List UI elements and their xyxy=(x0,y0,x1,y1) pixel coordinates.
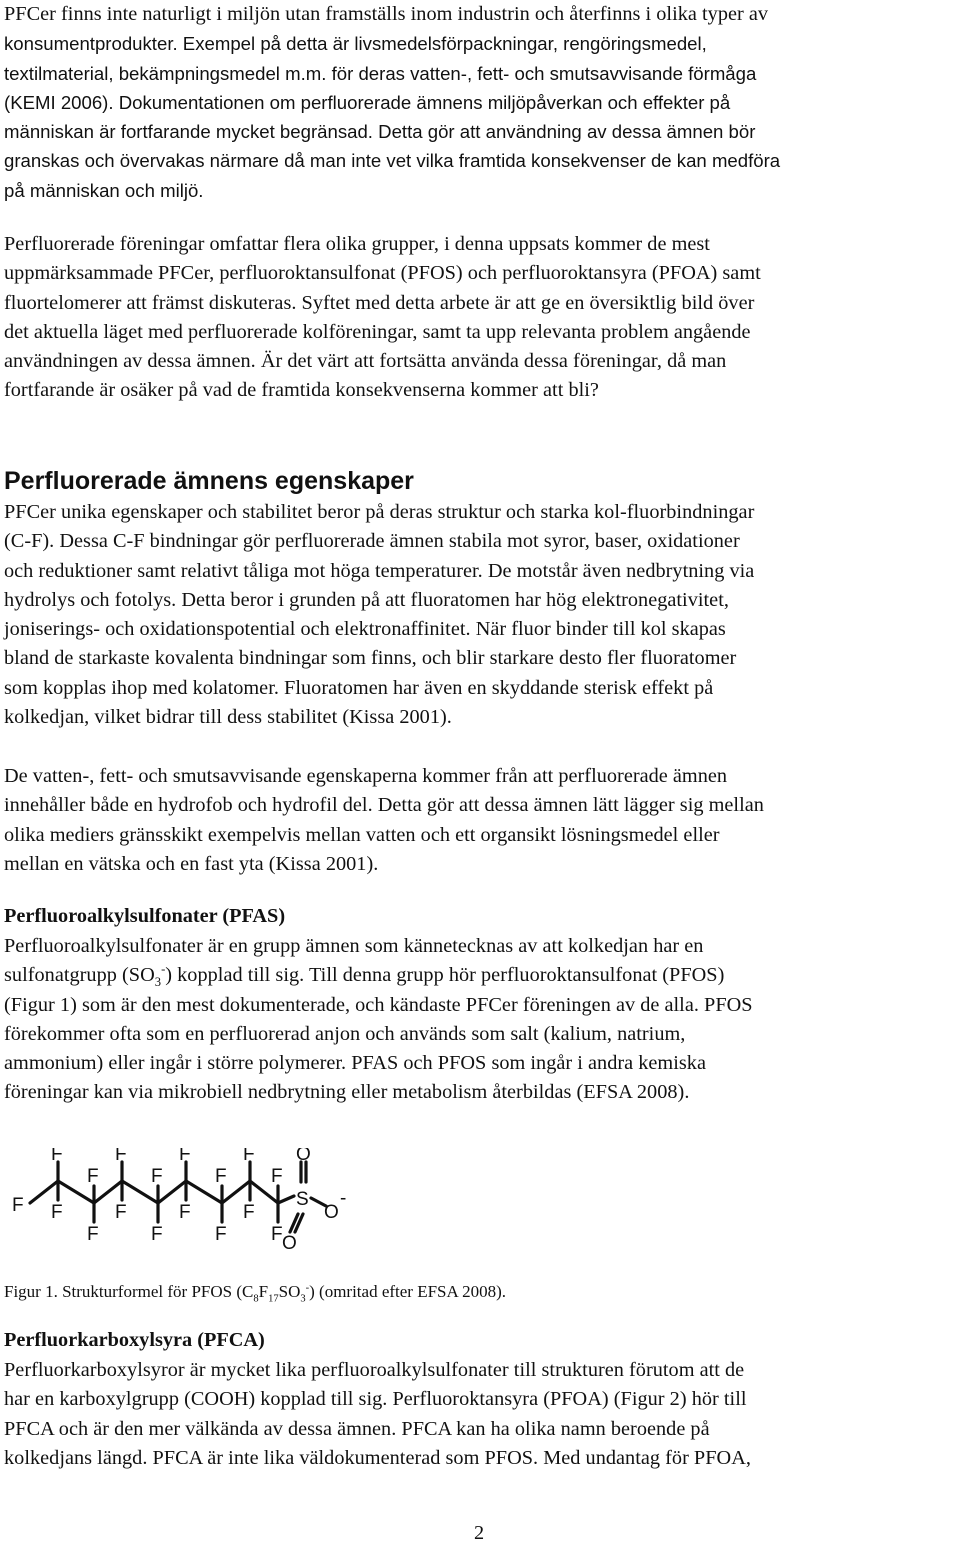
text-line: användningen av dessa ämnen. Är det värt att fortsätta använda dessa föreningar, då man xyxy=(4,350,727,373)
text-line: innehåller både en hydrofob och hydrofil del. Detta gör att dessa ämnen lätt lägger sig mellan xyxy=(4,794,764,817)
fluorine-atom: F xyxy=(151,1166,163,1187)
fluorine-atom: F xyxy=(271,1224,283,1245)
text-line: som kopplas ihop med kolatomer. Fluoratomen har även en skyddande sterisk effekt på xyxy=(4,676,714,699)
fluorine-atom: F xyxy=(151,1224,163,1245)
negative-charge: - xyxy=(340,1188,347,1209)
text-line: fluortelomerer att främst diskuteras. Syftet med detta arbete är att ge en översiktlig bild över xyxy=(4,291,755,314)
text-line: joniserings- och oxidationspotential och elektronaffinitet. När fluor binder till kol skapas xyxy=(4,618,726,641)
fluorine-atom: F xyxy=(271,1166,283,1187)
text-line: Perfluoroalkylsulfonater är en grupp ämnen som kännetecknas av att kolkedjan har en xyxy=(4,935,704,957)
fluorine-atom: F xyxy=(215,1224,227,1245)
fluorine-atom: F xyxy=(243,1202,255,1223)
text-line: konsumentprodukter. Exempel på detta är livsmedelsförpackningar, rengöringsmedel, xyxy=(4,33,707,55)
fluorine-atom: F xyxy=(51,1202,63,1223)
paragraph-scope xyxy=(4,230,956,406)
figure-caption: Figur 1. Strukturformel för PFOS $(C_8F_{17}SO_3^-)$ (omritad efter EFSA 2008). xyxy=(4,1282,507,1305)
text-line: PFCer unika egenskaper och stabilitet beror på deras struktur och starka kol-fluorbindningar xyxy=(4,501,755,523)
text-line: har en karboxylgrupp (COOH) kopplad till sig. Perfluoroktansyra (PFOA) (Figur 2) hör till xyxy=(4,1388,747,1411)
oxygen-atom: O xyxy=(324,1202,339,1223)
fluorine-atom: F xyxy=(12,1195,24,1216)
fluorine-atom: F xyxy=(243,1148,255,1165)
text-line: kolkedjans längd. PFCA är inte lika väldokumenterad som PFOS. Med undantag för PFOA, xyxy=(4,1446,751,1469)
text-line: fortfarande är osäker på vad de framtida konsekvenserna kommer att bli? xyxy=(4,379,599,402)
oxygen-atom: O xyxy=(282,1233,297,1254)
fluorine-atom: F xyxy=(51,1148,63,1165)
section-heading: Perfluorerade ämnens egenskaper xyxy=(4,467,414,495)
paragraph-pfas xyxy=(4,932,956,1108)
text-line: kolkedjan, vilket bidrar till dess stabilitet (Kissa 2001). xyxy=(4,706,452,729)
text-line: (KEMI 2006). Dokumentationen om perfluorerade ämnens miljöpåverkan och effekter på xyxy=(4,91,731,113)
fluorine-atom: F xyxy=(215,1166,227,1187)
text-line: textilmaterial, bekämpningsmedel m.m. för deras vatten-, fett- och smutsavvisande förmåga xyxy=(4,62,757,84)
text-line: uppmärksammade PFCer, perfluoroktansulfonat (PFOS) och perfluoroktansyra (PFOA) samt xyxy=(4,262,761,285)
text-line: olika mediers gränsskikt exempelvis mellan vatten och ett organsikt lösningsmedel eller xyxy=(4,823,720,846)
text-line: granskas och övervakas närmare då man inte vet vilka framtida konsekvenser de kan medföra xyxy=(4,150,781,172)
text-line: det aktuella läget med perfluorerade kolföreningar, samt ta upp relevanta problem angående xyxy=(4,320,751,343)
text-line-with-formula: sulfonatgrupp $(SO_3^-)$ kopplad till sig. Till denna grupp hör perfluoroktansulfonat (PFOS) xyxy=(4,962,725,990)
page-number: 2 xyxy=(474,1522,485,1544)
fluorine-atom: F xyxy=(179,1202,191,1223)
text-line: förekommer ofta som en perfluorerad anjon och används som salt (kalium, natrium, xyxy=(4,1022,686,1045)
text-line: hydrolys och fotolys. Detta beror i grunden på att fluoratomen har hög elektronegativitet, xyxy=(4,588,729,611)
fluorine-atom: F xyxy=(115,1202,127,1223)
intro-paragraph xyxy=(4,0,956,205)
text-line: PFCA och är den mer välkända av dessa ämnen. PFCA kan ha olika namn beroende på xyxy=(4,1417,710,1440)
text-line: bland de starkaste kovalenta bindningar som finns, och blir starkare desto fler fluoratomer xyxy=(4,647,737,670)
pfca-heading: Perfluorkarboxylsyra (PFCA) xyxy=(4,1329,265,1351)
text-line: PFCer finns inte naturligt i miljön utan framställs inom industrin och återfinns i olika typer av xyxy=(4,3,769,25)
pfas-heading: Perfluoroalkylsulfonater (PFAS) xyxy=(4,905,286,927)
text-line: Perfluorkarboxylsyror är mycket lika perfluoroalkylsulfonater till strukturen förutom att de xyxy=(4,1359,745,1381)
paragraph-properties xyxy=(4,498,956,732)
oxygen-atom: O xyxy=(296,1148,311,1165)
text-line: på människan och miljö. xyxy=(4,179,204,201)
text-line: (Figur 1) som är den mest dokumenterade, och kändaste PFCer föreningen av de alla. PFOS xyxy=(4,993,753,1016)
text-line: föreningar kan via mikrobiell nedbrytning eller metabolism återbildas (EFSA 2008). xyxy=(4,1081,690,1104)
text-line: De vatten-, fett- och smutsavvisande egenskaperna kommer från att perfluorerade ämnen xyxy=(4,765,728,787)
fluorine-atom: F xyxy=(179,1148,191,1165)
fluorine-atom: F xyxy=(87,1166,99,1187)
pfos-structure-figure xyxy=(8,1148,348,1256)
text-line: Perfluorerade föreningar omfattar flera olika grupper, i denna uppsats kommer de mest xyxy=(4,233,710,255)
text-line: och reduktioner samt relativt tåliga mot höga temperaturer. De motstår även nedbrytning via xyxy=(4,559,755,582)
sulfur-atom: S xyxy=(296,1189,309,1210)
text-line: (C-F). Dessa C-F bindningar gör perfluorerade ämnen stabila mot syror, baser, oxidationer xyxy=(4,530,740,553)
fluorine-atom: F xyxy=(87,1224,99,1245)
text-line: människan är fortfarande mycket begränsad. Detta gör att användning av dessa ämnen bör xyxy=(4,121,756,143)
paragraph-pfca xyxy=(4,1356,956,1473)
text-line: mellan en vätska och en fast yta (Kissa 2001). xyxy=(4,852,379,875)
fluorine-atom: F xyxy=(115,1148,127,1165)
paragraph-repellent xyxy=(4,762,956,879)
text-line: ammonium) eller ingår i större polymerer. PFAS och PFOS som ingår i andra kemiska xyxy=(4,1052,706,1075)
